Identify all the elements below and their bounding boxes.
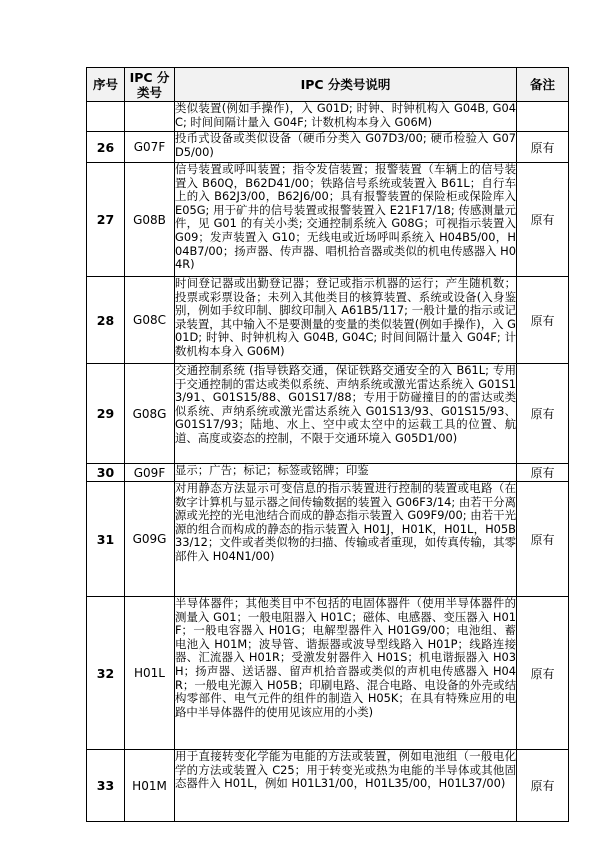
row-no: 29 xyxy=(87,364,125,464)
row-ipc-code: H01M xyxy=(125,750,175,822)
ipc-classification-table xyxy=(86,67,569,822)
row-ipc-code: G09G xyxy=(125,482,175,597)
row-note: 原有 xyxy=(517,750,569,822)
row-no: 33 xyxy=(87,750,125,822)
row-description: 类似装置(例如手操作)，入 G01D; 时钟、时钟机构入 G04B, G04C; 时间间隔计量入 G04F; 计数机构本身入 G06M) xyxy=(175,102,517,132)
row-description: 信号装置或呼叫装置；指令发信装置；报警装置（车辆上的信号装置入 B60Q，B62D41/00；铁路信号系统或装置入 B61L；自行车上的入 B62J3/00，B62J6/00；具有报警装置的保险柜或保险库入 E05G; 用于矿井的信号装置或报警装置入 E21F17/18; 传感测量元件，见 G01 的有关小类; 交通控制系统入 G08G；可视指示装置入 G09；发声装置入 G10；无线电或近场呼叫系统入 H04B5/00，H04B7/00；扬声器、传声器、唱机拾音器或类似的机电传感器入 H04R) xyxy=(175,163,517,277)
row-description: 对用静态方法显示可变信息的指示装置进行控制的装置或电路（在数字计算机与显示器之间传输数据的装置入 G06F3/14; 由若干分离源或光控的光电池结合而成的静态指示装置入 G09F9/00; 由若干光源的组合而构成的静态的指示装置入 H01J，H01K，H01L，H05B33/12；文件或者类似物的扫描、传输或者重现，如传真传输，其零部件入 H04N1/00) xyxy=(175,482,517,597)
row-note: 原有 xyxy=(517,132,569,163)
row-no xyxy=(87,102,125,132)
row-note: 原有 xyxy=(517,163,569,277)
row-no: 27 xyxy=(87,163,125,277)
row-note: 原有 xyxy=(517,277,569,364)
row-description: 交通控制系统 (指导铁路交通，保证铁路交通安全的入 B61L; 专用于交通控制的雷达或类似系统、声纳系统或激光雷达系统入 G01S13/91、G01S15/88、G01S17/88；专用于防碰撞目的的雷达或类似系统、声纳系统或激光雷达系统入 G01S13/93、G01S15/93、G01S17/93；陆地、水上、空中或太空中的运载工具的位置、航道、高度或姿态的控制，不限于交通环境入 G05D1/00) xyxy=(175,364,517,464)
row-ipc-code xyxy=(125,102,175,132)
header-ipc-code-line1: IPC 分 xyxy=(129,69,170,85)
header-no: 序号 xyxy=(87,68,125,102)
row-ipc-code: G07F xyxy=(125,132,175,163)
row-no: 32 xyxy=(87,597,125,750)
row-ipc-code: G08C xyxy=(125,277,175,364)
row-note: 原有 xyxy=(517,482,569,597)
table-row xyxy=(87,597,569,750)
row-note: 原有 xyxy=(517,464,569,482)
table-row xyxy=(87,277,569,364)
row-description: 显示；广告；标记；标签或铭牌；印鉴 xyxy=(175,464,517,482)
row-ipc-code: G08G xyxy=(125,364,175,464)
header-row xyxy=(87,68,569,102)
table-row xyxy=(87,132,569,163)
row-no: 26 xyxy=(87,132,125,163)
row-note: 原有 xyxy=(517,364,569,464)
row-note xyxy=(517,102,569,132)
table-row xyxy=(87,750,569,822)
table-row xyxy=(87,464,569,482)
row-ipc-code: G08B xyxy=(125,163,175,277)
header-ipc-code-line2: 类号 xyxy=(136,84,162,100)
row-no: 28 xyxy=(87,277,125,364)
row-ipc-code: H01L xyxy=(125,597,175,750)
row-note: 原有 xyxy=(517,597,569,750)
row-no: 30 xyxy=(87,464,125,482)
header-description: IPC 分类号说明 xyxy=(175,68,517,102)
row-ipc-code: G09F xyxy=(125,464,175,482)
row-description: 半导体器件；其他类目中不包括的电固体器件（使用半导体器件的测量入 G01；一般电阻器入 H01C；磁体、电感器、变压器入 H01F；一般电容器入 H01G；电解型器件入 H01G9/00；电池组、蓄电池入 H01M；波导管、谐振器或波导型线路入 H01P；线路连接器、汇流器入 H01R；受激发射器件入 H01S；机电谐振器入 H03H；扬声器、送话器、留声机拾音器或类似的声机电传感器入 H04R；一般电光源入 H05B；印刷电路、混合电路、电设备的外壳或结构零部件、电气元件的组件的制造入 H05K；在具有特殊应用的电路中半导体器件的使用见该应用的小类) xyxy=(175,597,517,750)
table-row xyxy=(87,482,569,597)
header-note: 备注 xyxy=(517,68,569,102)
table-row xyxy=(87,163,569,277)
row-description: 用于直接转变化学能为电能的方法或装置，例如电池组（一般电化学的方法或装置入 C25；用于转变光或热为电能的半导体或其他固态器件入 H01L，例如 H01L31/00，H01L35/00，H01L37/00) xyxy=(175,750,517,822)
row-description: 时间登记器或出勤登记器；登记或指示机器的运行；产生随机数；投票或彩票设备；未列入其他类目的核算装置、系统或设备(入身鉴别，例如手纹印制、脚纹印制入 A61B5/117; 一般计量的指示或记录装置，其中输入不是要测量的变量的类似装置(例如手操作)，入 G01D; 时钟、时钟机构入 G04B, G04C; 时间间隔计量入 G04F; 计数机构本身入 G06M) xyxy=(175,277,517,364)
table-row xyxy=(87,364,569,464)
table-row xyxy=(87,102,569,132)
row-description: 投币式设备或类似设备（硬币分类入 G07D3/00; 硬币检验入 G07D5/00) xyxy=(175,132,517,163)
row-no: 31 xyxy=(87,482,125,597)
header-ipc-code xyxy=(125,68,175,102)
